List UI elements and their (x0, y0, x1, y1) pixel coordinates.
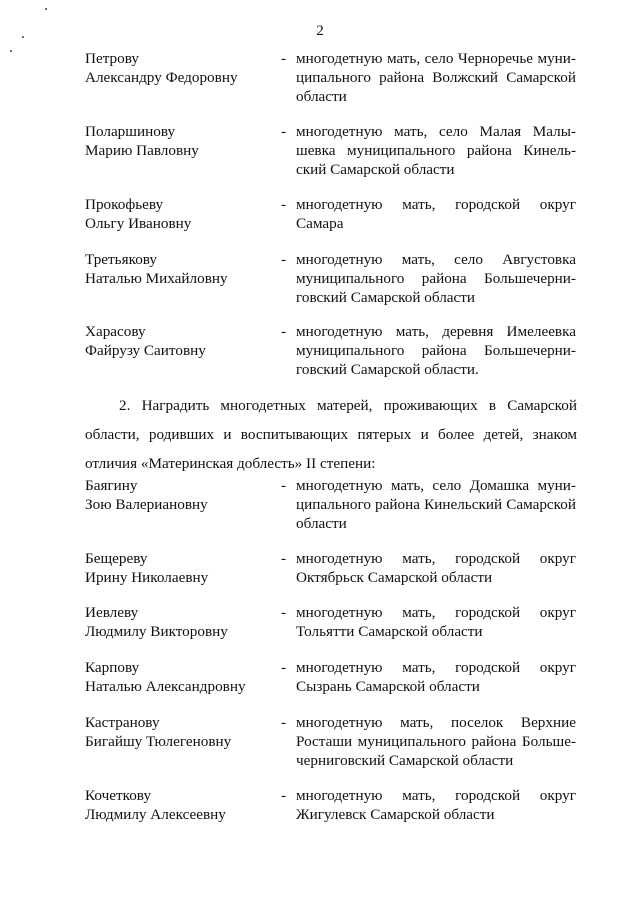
recipient-description (296, 49, 576, 106)
recipient-name (85, 250, 275, 288)
recipient-name (85, 549, 275, 587)
name-line: Кочеткову (85, 787, 152, 804)
name-line: Прокофьеву (85, 196, 164, 213)
name-line: Бещереву (85, 550, 148, 567)
name-line: Людмилу Алексеевну (85, 806, 226, 823)
desc-line: ский Самарской области (296, 161, 455, 178)
desc-line: Октябрьск Самарской области (296, 569, 493, 586)
desc-line: Самара (296, 215, 344, 232)
name-line: Харасову (85, 323, 146, 340)
dash: - (281, 714, 287, 731)
desc-line: многодетную мать, городской округ (296, 550, 576, 567)
recipient-name (85, 603, 275, 641)
recipient-name (85, 122, 275, 160)
desc-line: многодетную мать, село Малая Малы- (296, 123, 576, 140)
dash: - (281, 50, 287, 67)
desc-line: Сызрань Самарской области (296, 678, 480, 695)
recipient-description (296, 658, 576, 696)
desc-line: многодетную мать, село Августовка (296, 251, 576, 268)
scan-speck (10, 50, 12, 52)
dash: - (281, 477, 287, 494)
recipient-name (85, 786, 275, 824)
scan-speck (45, 8, 47, 10)
recipient-description (296, 549, 576, 587)
dash: - (281, 787, 287, 804)
name-line: Александру Федоровну (85, 69, 238, 86)
desc-line: говский Самарской области. (296, 361, 479, 378)
desc-line: многодетную мать, городской округ (296, 604, 576, 621)
name-line: Баягину (85, 477, 138, 494)
name-line: Иевлеву (85, 604, 139, 621)
name-line: Ирину Николаевну (85, 569, 209, 586)
desc-line: ципального района Волжский Самарской (296, 69, 576, 86)
recipient-description (296, 322, 576, 379)
name-line: Карпову (85, 659, 140, 676)
desc-line: говский Самарской области (296, 289, 476, 306)
desc-line: области (296, 88, 347, 105)
desc-line: муниципального района Большечерни- (296, 270, 576, 287)
recipient-name (85, 476, 275, 514)
desc-line: Жигулевск Самарской области (296, 806, 495, 823)
recipient-name (85, 195, 275, 233)
desc-line: многодетную мать, село Домашка муни- (296, 477, 576, 494)
name-line: Марию Павловну (85, 142, 199, 159)
dash: - (281, 550, 287, 567)
name-line: Петрову (85, 50, 139, 67)
desc-line: черниговский Самарской области (296, 752, 514, 769)
desc-line: многодетную мать, городской округ (296, 787, 576, 804)
name-line: Ольгу Ивановну (85, 215, 192, 232)
name-line: Третьякову (85, 251, 158, 268)
recipient-description (296, 122, 576, 179)
desc-line: Росташи муниципального района Больше- (296, 733, 576, 750)
page-number: 2 (316, 23, 324, 39)
recipient-name (85, 49, 275, 87)
recipient-description (296, 195, 576, 233)
dash: - (281, 604, 287, 621)
paragraph-line: 2. Наградить многодетных матерей, проживающих в Самарской (119, 397, 577, 414)
paragraph-line: области, родивших и воспитывающих пятерых и более детей, знаком (85, 426, 577, 443)
recipient-description (296, 786, 576, 824)
desc-line: шевка муниципального района Кинель- (296, 142, 576, 159)
desc-line: области (296, 515, 347, 532)
desc-line: многодетную мать, село Черноречье муни- (296, 50, 576, 67)
desc-line: многодетную мать, городской округ (296, 659, 576, 676)
paragraph-line: отличия «Материнская доблесть» II степени: (85, 455, 376, 472)
desc-line: ципального района Кинельский Самарской (296, 496, 576, 513)
desc-line: многодетную мать, городской округ (296, 196, 576, 213)
name-line: Бигайшу Тюлегеновну (85, 733, 232, 750)
dash: - (281, 659, 287, 676)
dash: - (281, 123, 287, 140)
award-paragraph (85, 391, 577, 478)
recipient-description (296, 250, 576, 307)
recipient-name (85, 658, 275, 696)
name-line: Людмилу Викторовну (85, 623, 228, 640)
desc-line: многодетную мать, деревня Имелеевка (296, 323, 576, 340)
desc-line: муниципального района Большечерни- (296, 342, 576, 359)
name-line: Наталью Михайловну (85, 270, 228, 287)
recipient-name (85, 322, 275, 360)
name-line: Зою Валериановну (85, 496, 208, 513)
recipient-description (296, 603, 576, 641)
name-line: Поларшинову (85, 123, 176, 140)
desc-line: Тольятти Самарской области (296, 623, 483, 640)
name-line: Файрузу Саитовну (85, 342, 206, 359)
name-line: Наталью Александровну (85, 678, 246, 695)
recipient-name (85, 713, 275, 751)
dash: - (281, 251, 287, 268)
dash: - (281, 196, 287, 213)
desc-line: многодетную мать, поселок Верхние (296, 714, 576, 731)
name-line: Кастранову (85, 714, 160, 731)
dash: - (281, 323, 287, 340)
recipient-description (296, 713, 576, 770)
recipient-description (296, 476, 576, 533)
